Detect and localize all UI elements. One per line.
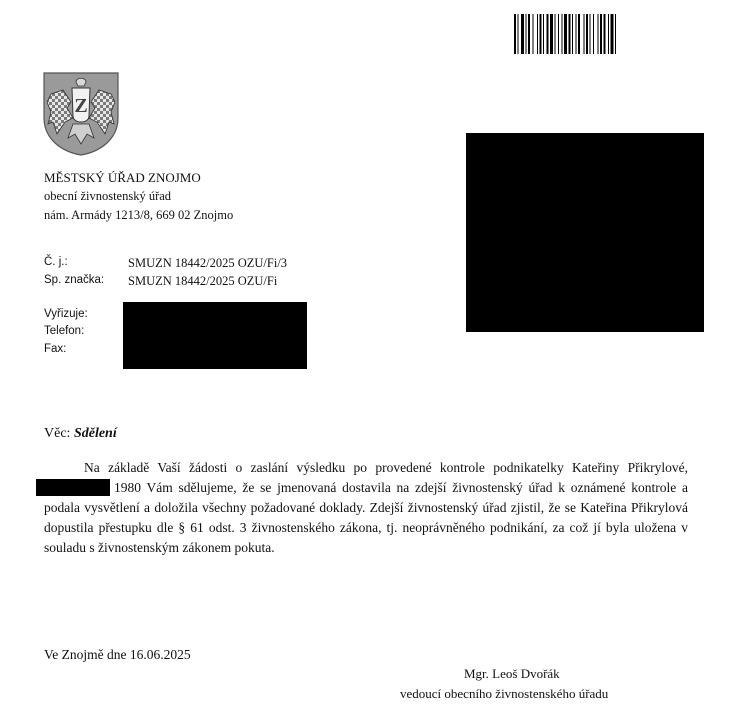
- fax-label: Fax:: [44, 343, 67, 355]
- body-line1: Na základě Vaší žádosti o zaslání výsledku po provedené kontrole podnikatelky Kateřiny Přikrylové,: [84, 460, 688, 475]
- office-name: MĚSTSKÝ ÚŘAD ZNOJMO: [44, 170, 201, 185]
- subject-label: Věc:: [44, 426, 71, 441]
- redacted-addressee: [466, 133, 704, 332]
- redacted-contact-details: [123, 302, 307, 369]
- signatory-title: vedoucí obecního živnostenského úřadu: [400, 686, 609, 701]
- office-address: nám. Armády 1213/8, 669 02 Znojmo: [44, 208, 234, 222]
- phone-label: Telefon:: [44, 325, 85, 337]
- body-rest: a podala vysvětlení a doložila všechny požadované doklady. Zdejší živnostenský úřad zjistil, že se Kateřina Přikrylová dopustila přestupku dle § 61 odst. 3 živnostenského zákona, tj. neoprávněného podnikání, za což jí byla uložena v souladu s živnostenským zákonem pokuta.: [44, 480, 689, 555]
- subject-line: [44, 426, 117, 442]
- sp-value: SMUZN 18442/2025 OZU/Fi: [128, 274, 278, 288]
- redacted-birth-number: [36, 479, 110, 496]
- body-line2: 1980 Vám sdělujeme, že se jmenovaná dostavila na zdejší živnostenský úřad k oznámené kontrole: [114, 480, 677, 495]
- office-department: obecní živnostenský úřad: [44, 189, 172, 203]
- barcode: [514, 14, 688, 54]
- body-paragraph: [44, 458, 688, 558]
- sp-label: Sp. značka:: [44, 274, 105, 286]
- subject-title: Sdělení: [73, 426, 117, 441]
- crest-letter: Z: [74, 95, 88, 117]
- place-date: Ve Znojmě dne 16.06.2025: [44, 647, 191, 662]
- cj-label: Č. j.:: [44, 256, 68, 268]
- city-crest-icon: [43, 72, 119, 156]
- cj-value: SMUZN 18442/2025 OZU/Fi/3: [128, 256, 288, 270]
- signatory-name: Mgr. Leoš Dvořák: [464, 666, 560, 681]
- handler-label: Vyřizuje:: [44, 308, 88, 320]
